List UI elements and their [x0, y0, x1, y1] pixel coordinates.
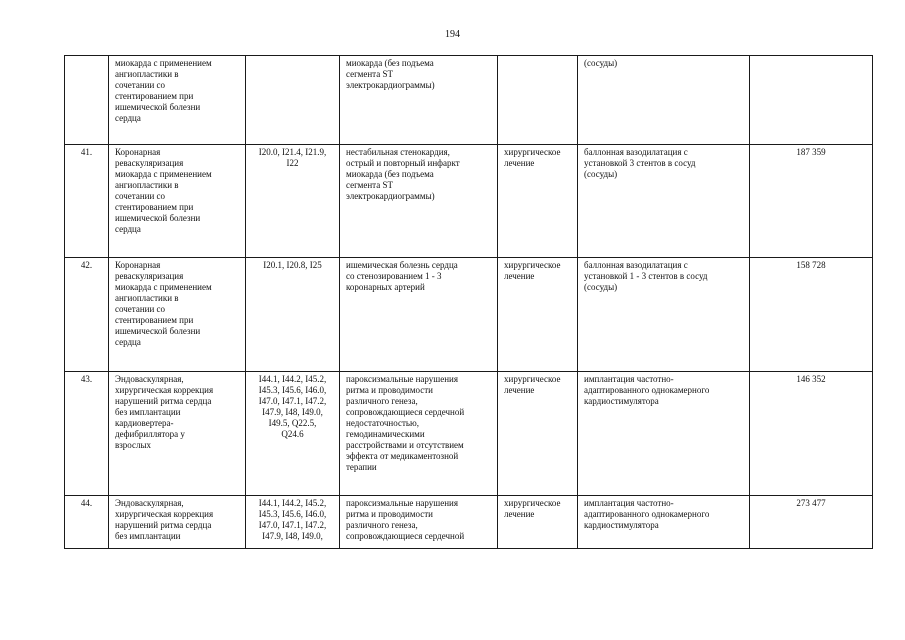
treatment-type-cell	[498, 372, 578, 496]
patient-model-cell	[340, 145, 498, 258]
treatment-method-cell	[578, 496, 750, 549]
care-type-cell	[109, 372, 246, 496]
patient-model-text: миокарда (без подъема сегмента ST электрокардиограммы)	[346, 58, 435, 90]
table-row	[65, 258, 873, 372]
cost-cell	[750, 56, 873, 145]
treatment-type-cell	[498, 145, 578, 258]
page-number: 194	[445, 29, 460, 40]
icd-codes-text: I44.1, I44.2, I45.2, I45.3, I45.6, I46.0, I47.0, I47.1, I47.2, I47.9, I48, I49.0,	[258, 498, 327, 541]
treatment-type-text: хирургическое лечение	[504, 260, 561, 281]
cost-value: 158 728	[796, 260, 826, 270]
icd-codes-cell	[246, 145, 340, 258]
row-number: 42.	[80, 260, 93, 270]
table-row	[65, 496, 873, 549]
patient-model-text: пароксизмальные нарушения ритма и проводимости различного генеза, сопровождающиеся сердечной недостаточностью, гемодинамическими расстройствами и отсутствием эффекта от медикаментозной терапии	[346, 374, 465, 472]
table-row	[65, 372, 873, 496]
treatment-type-cell	[498, 258, 578, 372]
care-type-text: Эндоваскулярная, хирургическая коррекция нарушений ритма сердца без имплантации	[115, 498, 214, 541]
treatment-type-text: хирургическое лечение	[504, 374, 561, 395]
care-type-text: Коронарная реваскуляризация миокарда с применением ангиопластики в сочетании со стентированием при ишемической болезни сердца	[115, 260, 212, 347]
patient-model-cell	[340, 372, 498, 496]
row-number: 41.	[80, 147, 93, 157]
table-row	[65, 145, 873, 258]
row-number-cell	[65, 145, 109, 258]
cost-value: 187 359	[796, 147, 826, 157]
icd-codes-cell	[246, 496, 340, 549]
patient-model-text: ишемическая болезнь сердца со стенозированием 1 - 3 коронарных артерий	[346, 260, 458, 292]
row-number-cell	[65, 56, 109, 145]
treatment-method-text: имплантация частотно- адаптированного однокамерного кардиостимулятора	[584, 498, 710, 530]
treatment-method-cell	[578, 258, 750, 372]
treatment-method-text: имплантация частотно- адаптированного однокамерного кардиостимулятора	[584, 374, 710, 406]
icd-codes-cell	[246, 372, 340, 496]
cost-value: 146 352	[796, 374, 826, 384]
treatment-method-text: баллонная вазодилатация с установкой 3 стентов в сосуд (сосуды)	[584, 147, 696, 179]
treatment-method-cell	[578, 372, 750, 496]
cost-value: 273 477	[796, 498, 826, 508]
cost-cell	[750, 145, 873, 258]
care-type-text: Эндоваскулярная, хирургическая коррекция нарушений ритма сердца без имплантации кардиовертера- дефибриллятора у взрослых	[115, 374, 214, 450]
patient-model-text: нестабильная стенокардия, острый и повторный инфаркт миокарда (без подъема сегмента ST электрокардиограммы)	[346, 147, 460, 201]
treatment-type-text: хирургическое лечение	[504, 147, 561, 168]
patient-model-cell	[340, 496, 498, 549]
care-type-cell	[109, 145, 246, 258]
cost-cell	[750, 258, 873, 372]
care-type-cell	[109, 258, 246, 372]
icd-codes-text: I20.1, I20.8, I25	[263, 260, 322, 270]
care-type-text: миокарда с применением ангиопластики в сочетании со стентированием при ишемической болезни сердца	[115, 58, 212, 123]
patient-model-cell	[340, 258, 498, 372]
patient-model-cell	[340, 56, 498, 145]
table-row	[65, 56, 873, 145]
care-type-cell	[109, 56, 246, 145]
cost-cell	[750, 372, 873, 496]
icd-codes-cell	[246, 56, 340, 145]
row-number-cell	[65, 372, 109, 496]
treatment-type-cell	[498, 56, 578, 145]
treatment-type-text: хирургическое лечение	[504, 498, 561, 519]
icd-codes-text: I20.0, I21.4, I21.9, I22	[258, 147, 327, 168]
treatment-method-text: баллонная вазодилатация с установкой 1 - 3 стентов в сосуд (сосуды)	[584, 260, 708, 292]
row-number: 44.	[80, 498, 93, 508]
cost-cell	[750, 496, 873, 549]
medical-care-table	[64, 55, 873, 549]
care-type-text: Коронарная реваскуляризация миокарда с применением ангиопластики в сочетании со стентированием при ишемической болезни сердца	[115, 147, 212, 234]
icd-codes-text: I44.1, I44.2, I45.2, I45.3, I45.6, I46.0, I47.0, I47.1, I47.2, I47.9, I48, I49.0, I49.5, Q22.5, Q24.6	[258, 374, 327, 439]
row-number-cell	[65, 258, 109, 372]
treatment-method-cell	[578, 145, 750, 258]
treatment-method-text: (сосуды)	[584, 58, 618, 68]
row-number: 43.	[80, 374, 93, 384]
patient-model-text: пароксизмальные нарушения ритма и проводимости различного генеза, сопровождающиеся сердечной	[346, 498, 465, 541]
treatment-type-cell	[498, 496, 578, 549]
icd-codes-cell	[246, 258, 340, 372]
row-number-cell	[65, 496, 109, 549]
treatment-method-cell	[578, 56, 750, 145]
care-type-cell	[109, 496, 246, 549]
